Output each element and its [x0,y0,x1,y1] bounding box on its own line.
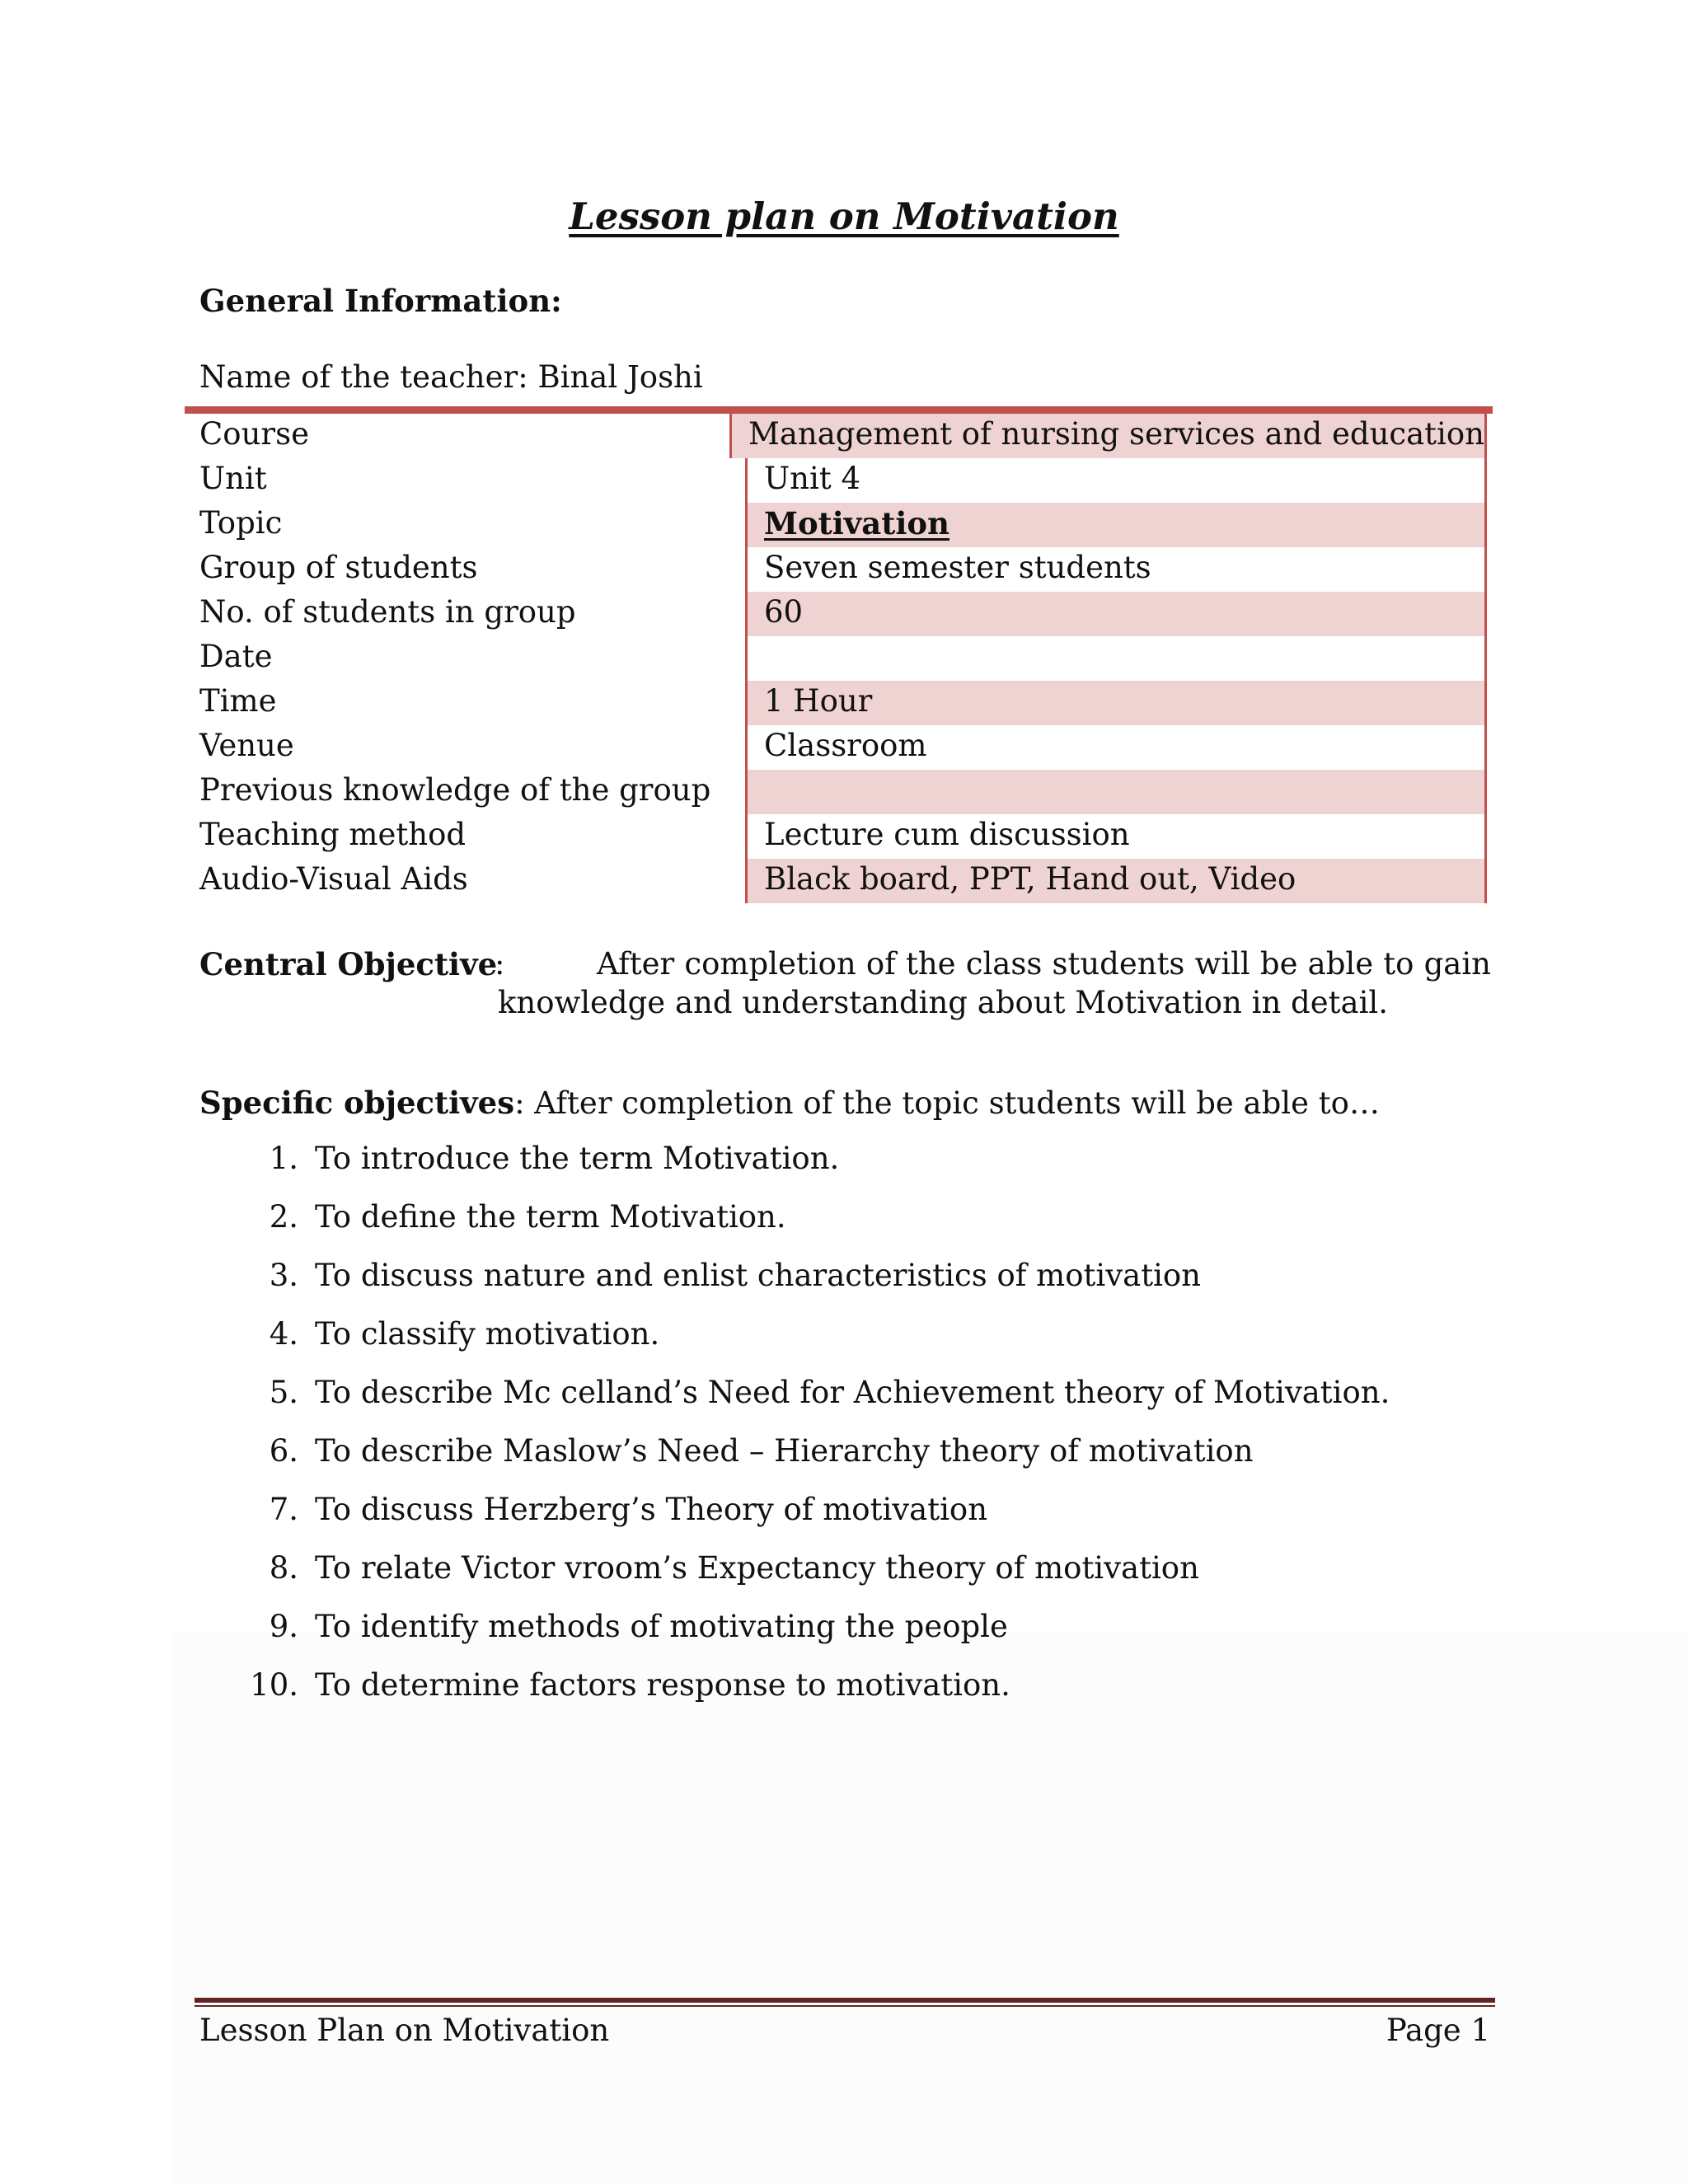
group-value: Seven semester students [745,547,1487,592]
table-row-topic [185,503,1487,547]
venue-label: Venue [199,728,294,763]
footer-divider [195,1998,1495,2003]
course-label: Course [199,416,309,452]
general-info-table [185,414,1487,903]
list-item-number: 1. [269,1141,298,1176]
document-title: Lesson plan on Motivation [569,194,1119,238]
list-item [199,1493,1390,1552]
list-item [199,1435,1390,1493]
previous-knowledge-label: Previous knowledge of the group [199,772,711,808]
topic-label: Topic [199,505,283,541]
table-row-group [185,547,1487,592]
list-item-number: 3. [269,1258,298,1293]
student-count-label: No. of students in group [199,594,576,630]
previous-knowledge-value [745,770,1487,814]
list-item-number: 4. [269,1316,298,1352]
table-row-time [185,681,1487,725]
list-item-text: To classify motivation. [315,1316,660,1352]
list-item [199,1201,1390,1259]
list-item-text: To define the term Motivation. [315,1199,786,1235]
av-aids-label: Audio-Visual Aids [199,861,468,897]
central-objective-colon: : [495,946,505,982]
list-item [199,1552,1390,1610]
list-item-text: To identify methods of motivating the people [315,1609,1008,1644]
list-item-text: To discuss Herzberg’s Theory of motivation [315,1492,988,1527]
list-item [199,1259,1390,1318]
teaching-method-label: Teaching method [199,817,467,852]
date-value [745,636,1487,681]
specific-objectives-intro-text: : After completion of the topic students will be able to… [514,1085,1380,1121]
student-count-value: 60 [745,592,1487,636]
list-item-text: To describe Maslow’s Need – Hierarchy theory of motivation [315,1433,1254,1469]
av-aids-value: Black board, PPT, Hand out, Video [745,859,1487,903]
list-item-number: 2. [269,1199,298,1235]
unit-label: Unit [199,461,267,496]
group-label: Group of students [199,550,478,585]
footer-document-title: Lesson Plan on Motivation [199,2013,610,2048]
teaching-method-value: Lecture cum discussion [745,814,1487,859]
list-item-number: 10. [250,1667,298,1703]
venue-value: Classroom [745,725,1487,770]
unit-value: Unit 4 [745,458,1487,503]
date-label: Date [199,639,273,674]
list-item-text: To discuss nature and enlist characteristics of motivation [315,1258,1202,1293]
specific-objectives-intro [199,1085,1380,1121]
specific-objectives-label: Specific objectives [199,1085,515,1121]
list-item-text: To introduce the term Motivation. [315,1141,840,1176]
list-item-number: 6. [269,1433,298,1469]
list-item-text: To determine factors response to motivation. [315,1667,1010,1703]
list-item-number: 5. [269,1375,298,1410]
table-top-border [185,406,1493,414]
central-objective-label: Central Objective [199,946,498,982]
list-item [199,1669,1390,1727]
list-item-number: 8. [269,1550,298,1586]
table-row-course [185,414,1487,458]
table-row-student-count [185,592,1487,636]
table-row-venue [185,725,1487,770]
table-row-date [185,636,1487,681]
general-information-heading: General Information: [199,283,562,319]
time-label: Time [199,683,277,719]
list-item-number: 7. [269,1492,298,1527]
topic-value: Motivation [745,503,1487,547]
course-value: Management of nursing services and education [729,414,1487,458]
list-item [199,1142,1390,1201]
list-item-number: 9. [269,1609,298,1644]
list-item [199,1318,1390,1376]
table-row-previous-knowledge [185,770,1487,814]
list-item [199,1610,1390,1669]
list-item-text: To relate Victor vroom’s Expectancy theory of motivation [315,1550,1199,1586]
footer-page-number: Page 1 [1386,2013,1490,2048]
table-row-teaching-method [185,814,1487,859]
list-item [199,1376,1390,1435]
time-value: 1 Hour [745,681,1487,725]
footer-divider-thin [195,2005,1495,2007]
teacher-name-line: Name of the teacher: Binal Joshi [199,359,703,395]
table-row-av-aids [185,859,1487,903]
table-row-unit [185,458,1487,503]
specific-objectives-list [199,1142,1390,1727]
list-item-text: To describe Mc celland’s Need for Achievement theory of Motivation. [315,1375,1390,1410]
central-objective-text: After completion of the class students will be able to gain knowledge and understanding about Motivation in detail. [498,946,1491,1020]
